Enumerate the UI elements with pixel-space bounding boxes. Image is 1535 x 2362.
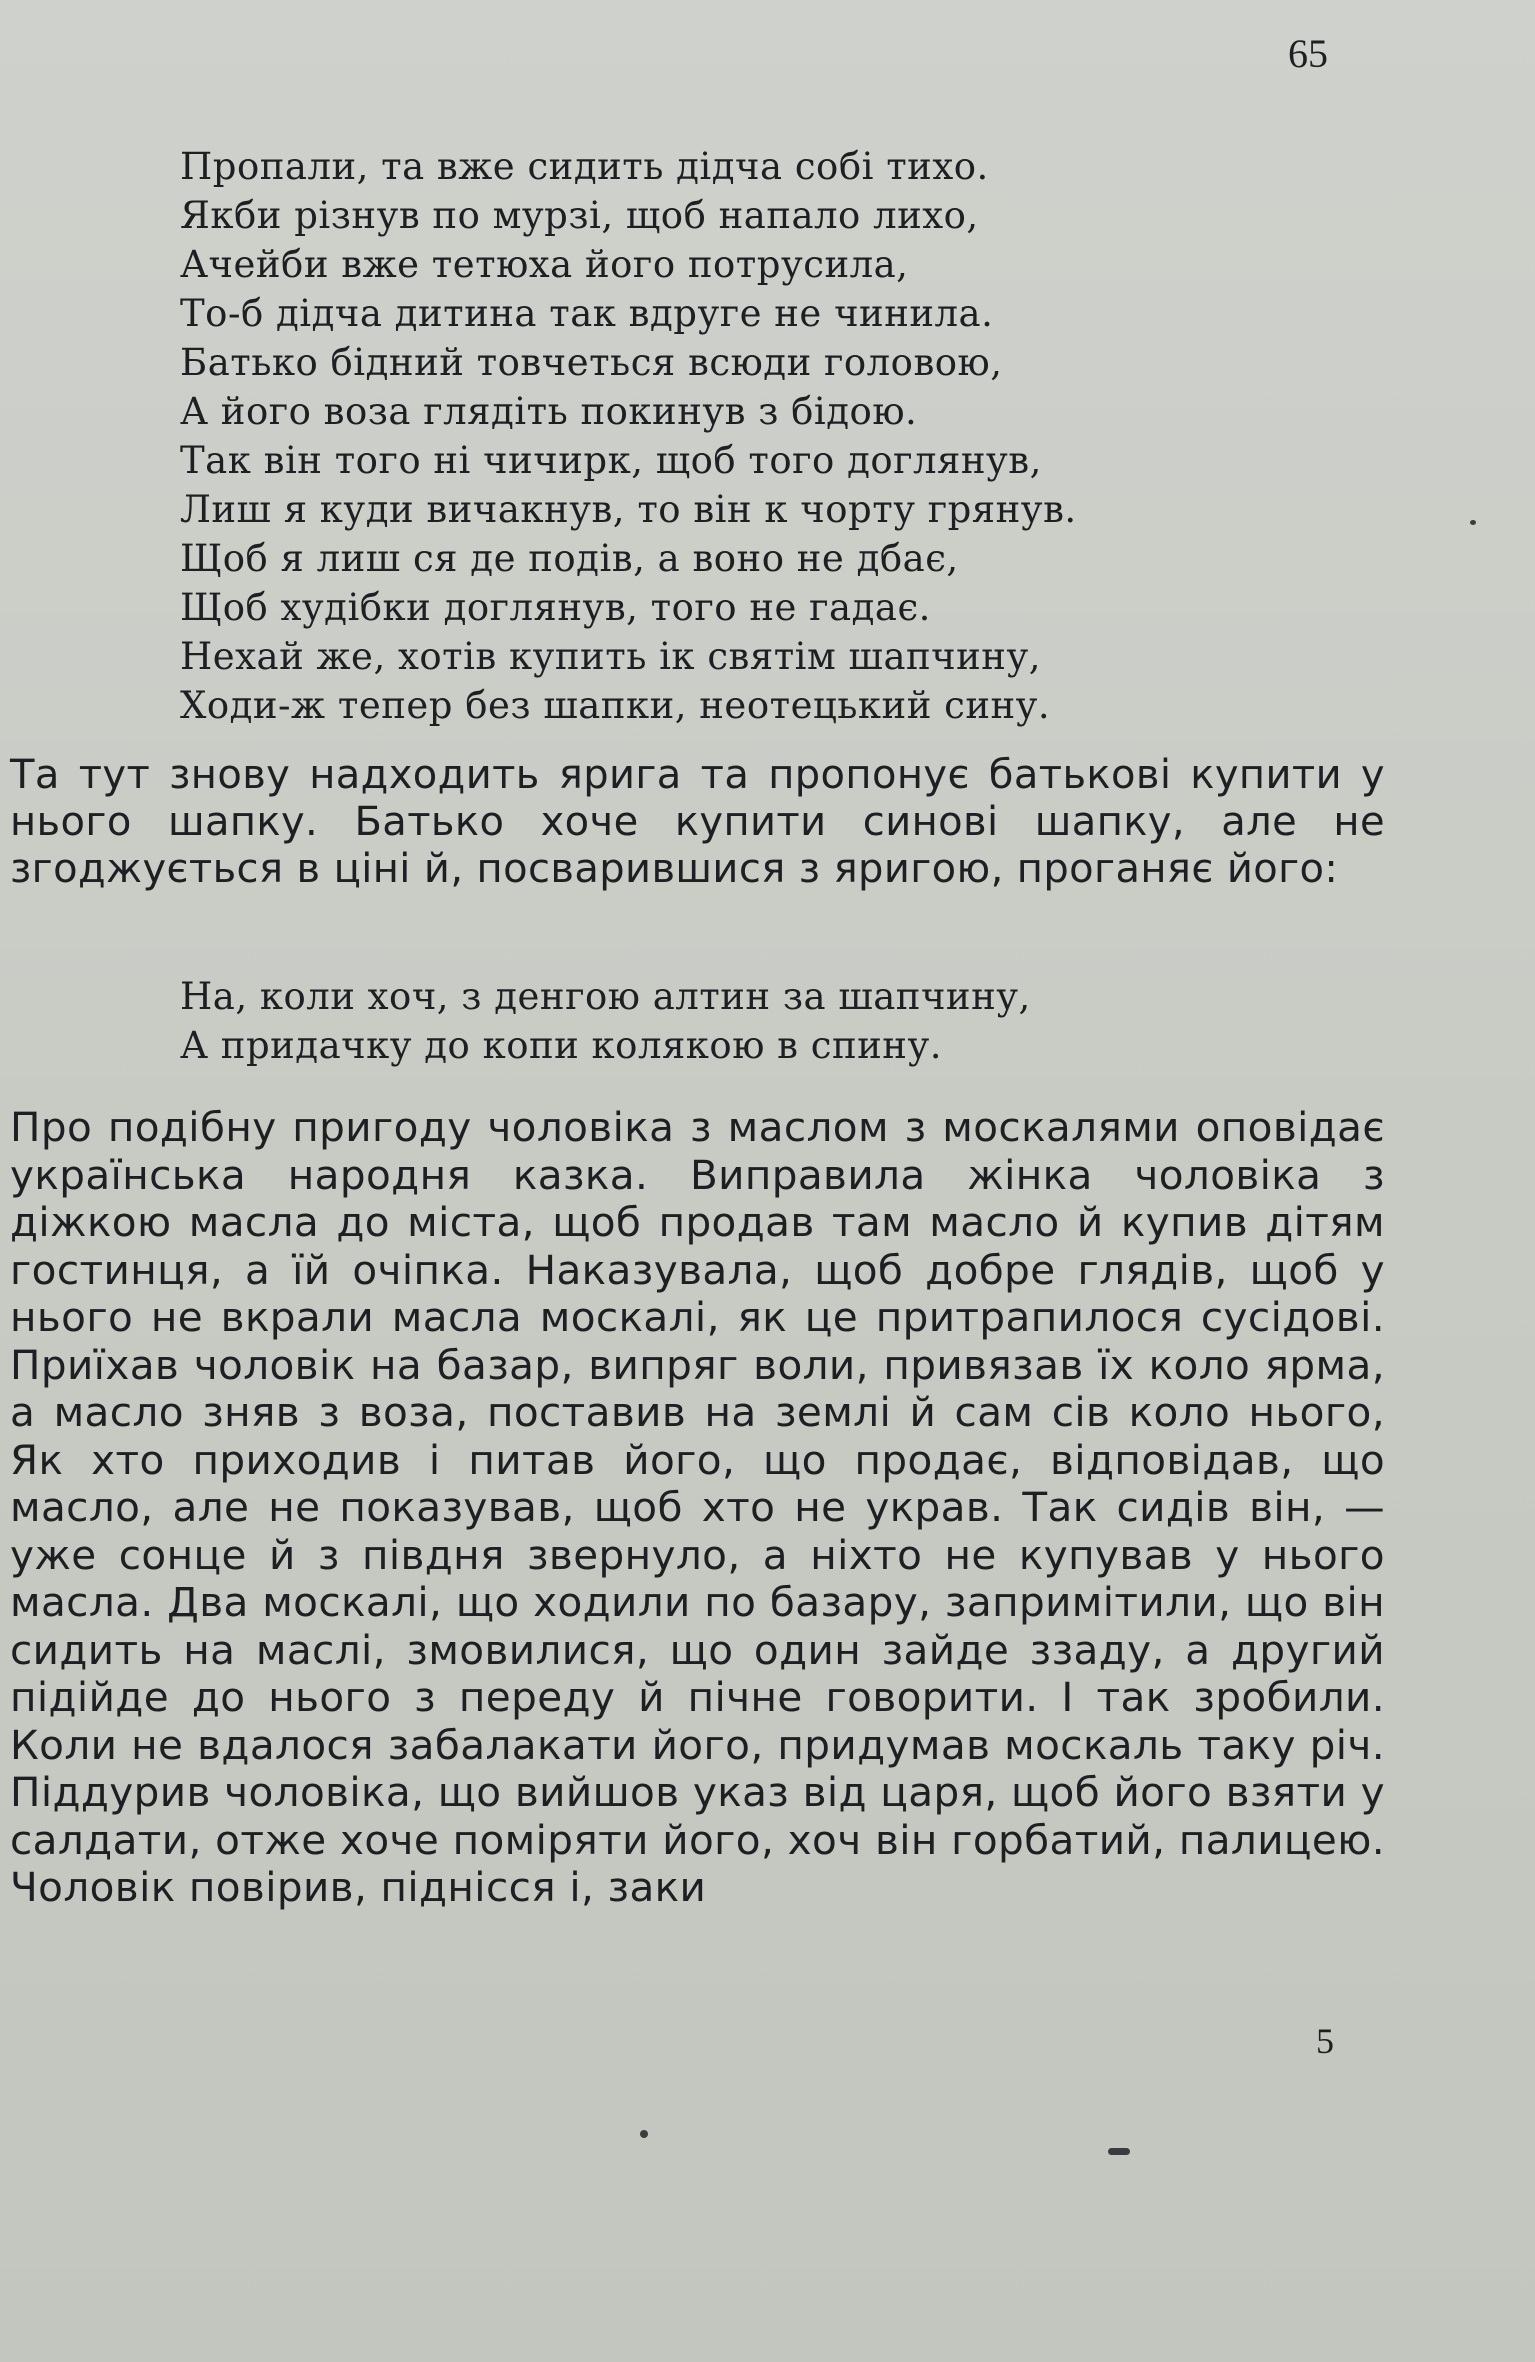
poem-line: Так він того ні чичирк, щоб того доглянув, (180, 439, 1042, 482)
prose-paragraph-1: Та тут знову надходить ярига та пропонує батькові купити у нього шапку. Батько хоче купити синові шапку, але не згоджується в ціні й, посварившися з яригою, проганяє його: (10, 752, 1385, 892)
poem-line: На, коли хоч, з денгою алтин за шапчину, (180, 975, 1031, 1018)
poem-line: Пропали, та вже сидить дідча собі тихо. (180, 145, 989, 188)
poem-line: Якби різнув по мурзі, щоб напало лихо, (180, 194, 979, 237)
paper-speck (640, 2130, 648, 2138)
poem-line: А придачку до копи колякою в спину. (180, 1024, 942, 1067)
poem-line: А його воза глядіть покинув з бідою. (180, 390, 918, 433)
poem-line: Ачейби вже тетюха його потрусила, (180, 243, 909, 286)
paper-speck (1108, 2148, 1130, 2155)
poem-line: Щоб худібки доглянув, того не гадає. (180, 586, 931, 629)
poem-stanza-2 (180, 972, 1240, 1070)
prose-paragraph-2: Про подібну пригоду чоловіка з маслом з москалями оповідає українська народня казка. Виправила жінка чоловіка з діжкою масла до міста, щоб продав там масло й купив дітям гостинця, а їй очіпка. Наказувала, щоб добре глядів, щоб у нього не вкрали масла москалі, як це притрапилося сусідові. Приїхав чоловік на базар, випряг воли, привязав їх коло ярма, а масло зняв з воза, поставив на землі й сам сів коло нього, Як хто приходив і питав його, що продає, відповідав, що масло, але не показував, щоб хто не украв. Так сидів він, — уже сонце й з півдня звернуло, а ніхто не купував у нього масла. Два москалі, що ходили по базару, запримітили, що він сидить на маслі, змовилися, що один зайде ззаду, а другий підійде до нього з переду й пічне говорити. І так зробили. Коли не вдалося забалакати його, придумав москаль таку річ. Піддурив чоловіка, що вийшов указ від царя, щоб його взяти у салдати, отже хоче поміряти його, хоч він горбатий, палицею. Чоловік повірив, піднісся і, заки (10, 1103, 1385, 1911)
page-number: 65 (1288, 31, 1328, 76)
poem-line: То-б дідча дитина так вдруге не чинила. (180, 292, 994, 335)
signature-mark: 5 (1316, 2021, 1334, 2061)
poem-stanza-1 (180, 142, 1240, 730)
poem-line: Щоб я лиш ся де подів, а воно не дбає, (180, 537, 959, 580)
paper-speck (1470, 520, 1476, 525)
poem-line: Ходи-ж тепер без шапки, неотецький сину. (180, 684, 1051, 727)
poem-line: Батько бідний товчеться всюди головою, (180, 341, 1003, 384)
poem-line: Нехай же, хотів купить ік святім шапчину, (180, 635, 1041, 678)
poem-line: Лиш я куди вичакнув, то він к чорту грянув. (180, 488, 1077, 531)
